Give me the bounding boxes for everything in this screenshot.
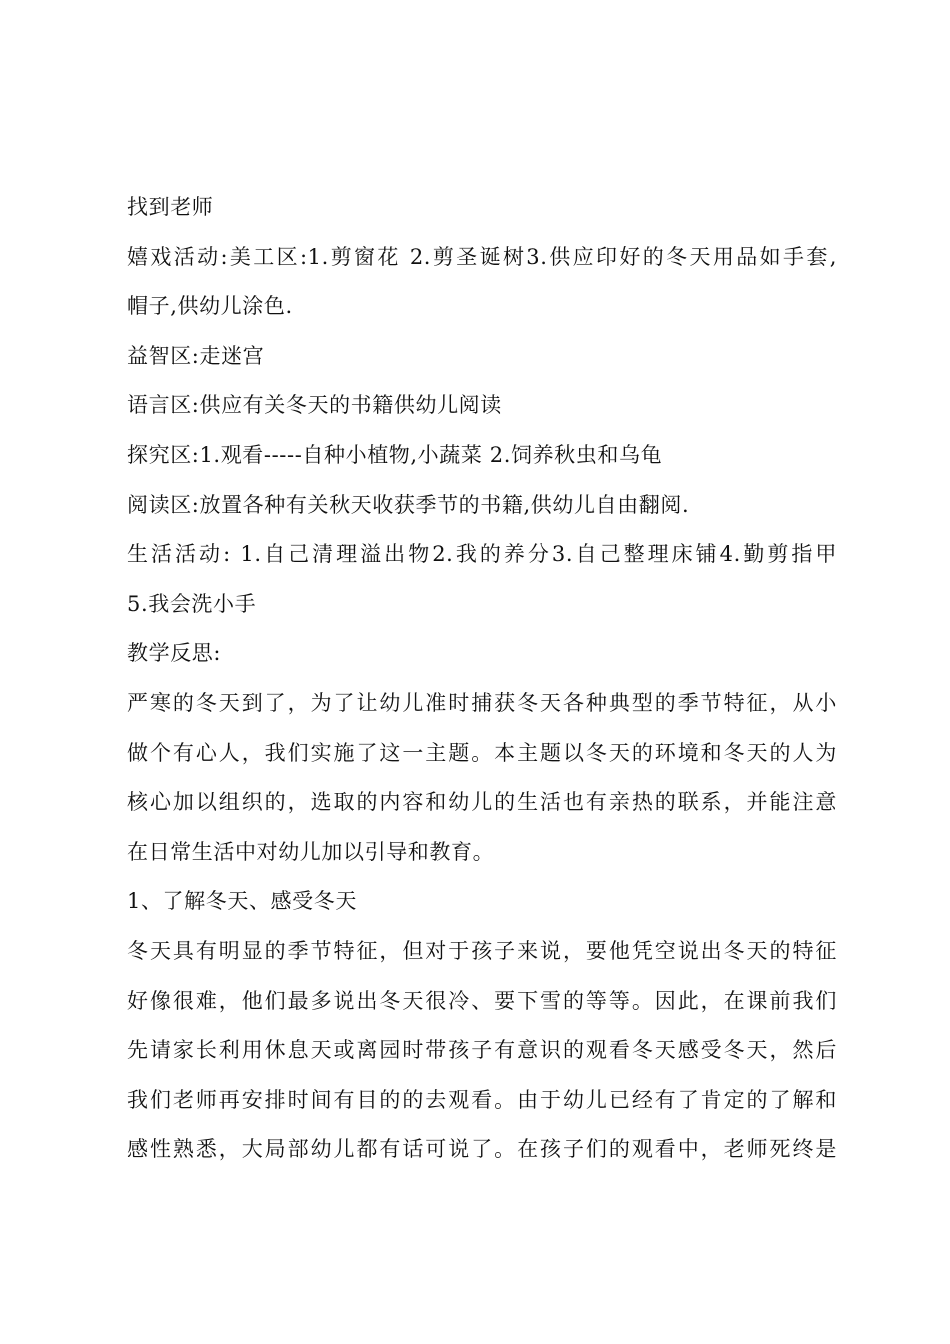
- text-line: 帽子,供幼儿涂色.: [127, 294, 293, 319]
- text-line: 严寒的冬天到了，为了让幼儿准时捕获冬天各种典型的季节特征，从小: [127, 690, 837, 715]
- text-line: 生活活动: 1.自己清理溢出物2.我的养分3.自己整理床铺4.勤剪指甲: [127, 542, 837, 567]
- text-line: 5.我会洗小手: [127, 591, 257, 616]
- text-line: 找到老师: [127, 195, 214, 219]
- text-line: 先请家长利用休息天或离园时带孩子有意识的观看冬天感受冬天，然后: [127, 1038, 837, 1063]
- section-heading: 教学反思:: [127, 641, 222, 666]
- text-line: 做个有心人，我们实施了这一主题。本主题以冬天的环境和冬天的人为: [127, 740, 837, 765]
- text-line: 冬天具有明显的季节特征，但对于孩子来说，要他凭空说出冬天的特征: [127, 938, 837, 963]
- text-line: 感性熟悉，大局部幼儿都有话可说了。在孩子们的观看中，老师死终是: [127, 1137, 837, 1162]
- text-line: 我们老师再安排时间有目的的去观看。由于幼儿已经有了肯定的了解和: [127, 1087, 837, 1112]
- text-line: 核心加以组织的，选取的内容和幼儿的生活也有亲热的联系，并能注意: [127, 790, 837, 815]
- document-body: [127, 183, 837, 1175]
- text-line: 探究区:1.观看-----自种小植物,小蔬菜 2.饲养秋虫和乌龟: [127, 442, 663, 467]
- text-line: 好像很难，他们最多说出冬天很冷、要下雪的等等。因此，在课前我们: [127, 988, 837, 1013]
- text-line: 阅读区:放置各种有关秋天收获季节的书籍,供幼儿自由翻阅.: [127, 492, 690, 517]
- subsection-heading: 1、了解冬天、感受冬天: [127, 889, 357, 914]
- text-line: 益智区:走迷宫: [127, 343, 265, 368]
- text-line: 语言区:供应有关冬天的书籍供幼儿阅读: [127, 393, 502, 418]
- text-line: 在日常生活中对幼儿加以引导和教育。: [127, 839, 495, 864]
- text-line: 嬉戏活动:美工区:1.剪窗花 2.剪圣诞树3.供应印好的冬天用品如手套,: [127, 244, 837, 269]
